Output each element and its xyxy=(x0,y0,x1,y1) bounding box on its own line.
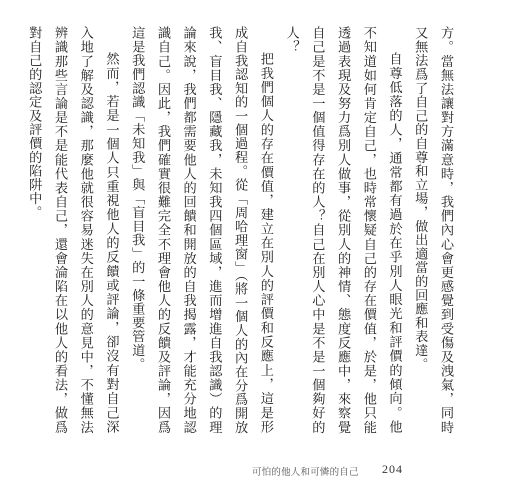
paragraph-3: 把我們個人的存在價值，建立在別人的評價和反應上，這是形成自我認知的一個過程。從「周哈理窗」（將一個人的內在分爲開放我、盲目我、隱藏我，未知我四個區域，進而增進自我認識）的理論來說，我們都需要他人的回饋和開放的自我揭露，才能充分地認識自己。因此，我們確實很難完全不理會他人的反饋及評論，因爲這是我們認識「未知我」與「盲目我」的一條重要管道。 xyxy=(129,26,273,434)
running-title: 可怕的他人和可憐的自己 xyxy=(252,467,359,478)
page-footer xyxy=(0,462,520,482)
paragraph-2: 自尊低落的人，通常都有過於在乎別人眼光和評價的傾向。他不知道如何肯定自己，也時常懷疑自己的存在價值，於是，他只能透過表現及努力爲別人做事，從別人的神情、態度反應中，來察覺自己是不是一個值得存在的人？自己在別人心中是不是一個夠好的人？ xyxy=(283,26,402,434)
paragraph-4: 然而，若是一個人只重視他人的反饋或評論，卻沒有對自己深入地了解及認識，那麼他就很容易迷失在別人的意見中，不懂無法辨識那些言論是不是能代表自己，還會淪陷在以他人的看法，做爲對自己的認定及評價的陷阱中。 xyxy=(26,26,119,434)
vertical-text-block xyxy=(26,26,458,434)
page-number: 204 xyxy=(382,462,403,476)
paragraph-1: 方。當無法讓對方滿意時，我們內心會更感覺到受傷及洩氣，同時又無法爲了自己的自尊和立場，做出適當的回應和表達。 xyxy=(412,26,453,434)
